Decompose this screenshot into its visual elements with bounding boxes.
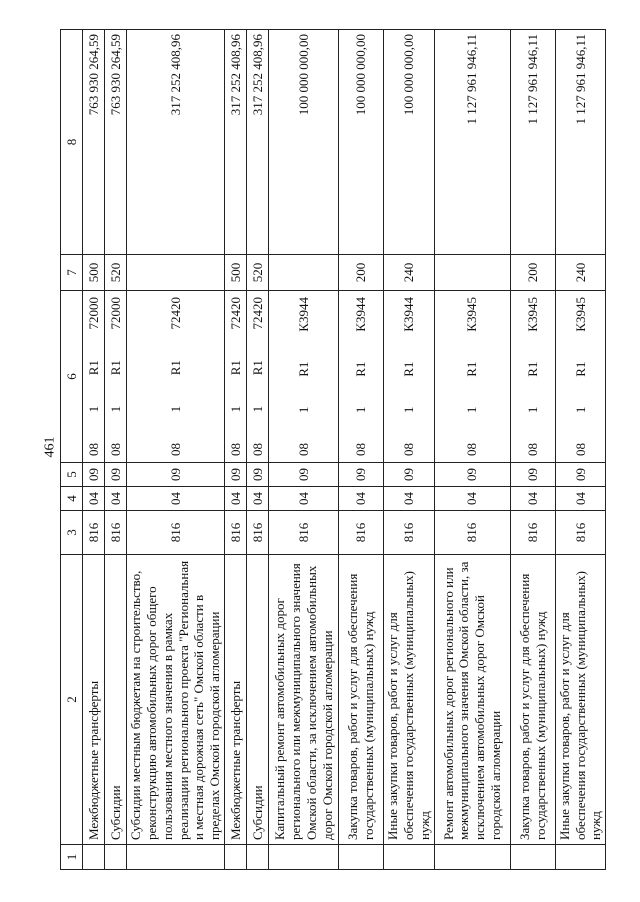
- target-article-part: R1: [572, 361, 588, 377]
- row-index-cell: [555, 845, 606, 870]
- target-article-part: 08: [572, 443, 588, 456]
- table-row: [247, 30, 269, 870]
- target-article-part: 1: [85, 405, 101, 413]
- code-expense-type: 200: [510, 255, 555, 291]
- row-description: Субсидии: [247, 555, 269, 845]
- row-index-cell: [127, 845, 225, 870]
- code-subsection: 09: [269, 463, 339, 487]
- target-article-parts: [353, 295, 369, 458]
- target-article-part: К3945: [464, 297, 480, 332]
- code-subsection: 09: [105, 463, 127, 487]
- code-expense-type: [434, 255, 510, 291]
- row-amount: 100 000 000,00: [269, 30, 339, 255]
- budget-table: [60, 29, 606, 870]
- target-article-parts: [250, 295, 266, 458]
- row-amount: 317 252 408,96: [225, 30, 247, 255]
- target-article-part: 1: [107, 405, 123, 413]
- target-article-part: 1: [464, 406, 480, 414]
- row-description: Иные закупки товаров, работ и услуг для обеспечения государственных (муниципальных) нужд: [555, 555, 606, 845]
- target-article-part: 72000: [85, 297, 101, 330]
- header-col-2: 2: [61, 555, 83, 845]
- code-target-article: [339, 291, 384, 463]
- code-ved: 816: [555, 511, 606, 555]
- target-article-part: R1: [295, 361, 311, 377]
- code-ved: 816: [434, 511, 510, 555]
- row-description: Субсидии местным бюджетам на строительство, реконструкцию автомобильных дорог общего пользования местного значения в рамках реализации регионального проекта "Региональная и местная дорожная сеть" Омской области в пределах Омской городской агломерации: [127, 555, 225, 845]
- code-target-article: [269, 291, 339, 463]
- target-article-part: R1: [524, 361, 540, 377]
- code-section: 04: [105, 487, 127, 511]
- code-ved: 816: [384, 511, 435, 555]
- code-subsection: 09: [225, 463, 247, 487]
- target-article-part: R1: [227, 360, 243, 376]
- code-expense-type: 240: [384, 255, 435, 291]
- target-article-part: К3944: [353, 297, 369, 332]
- header-row: [61, 30, 83, 870]
- code-subsection: 09: [434, 463, 510, 487]
- row-description: Закупка товаров, работ и услуг для обеспечения государственных (муниципальных) нужд: [339, 555, 384, 845]
- code-subsection: 09: [384, 463, 435, 487]
- target-article-parts: [464, 295, 480, 458]
- target-article-part: 1: [227, 405, 243, 413]
- target-article-parts: [525, 295, 541, 458]
- row-amount: 317 252 408,96: [127, 30, 225, 255]
- code-target-article: [555, 291, 606, 463]
- target-article-part: 08: [401, 443, 417, 456]
- table-row: [269, 30, 339, 870]
- code-target-article: [225, 291, 247, 463]
- row-amount: 1 127 961 946,11: [510, 30, 555, 255]
- row-description: Закупка товаров, работ и услуг для обеспечения государственных (муниципальных) нужд: [510, 555, 555, 845]
- target-article-part: R1: [107, 360, 123, 376]
- target-article-part: К3944: [295, 297, 311, 332]
- table-row: [339, 30, 384, 870]
- target-article-part: 72420: [167, 297, 183, 330]
- header-col-3: 3: [61, 511, 83, 555]
- code-section: 04: [434, 487, 510, 511]
- code-expense-type: 500: [225, 255, 247, 291]
- table-row: [225, 30, 247, 870]
- row-index-cell: [434, 845, 510, 870]
- target-article-part: 08: [227, 443, 243, 456]
- row-amount: 763 930 264,59: [105, 30, 127, 255]
- row-index-cell: [83, 845, 105, 870]
- code-section: 04: [555, 487, 606, 511]
- target-article-part: 08: [167, 443, 183, 456]
- target-article-part: R1: [249, 360, 265, 376]
- target-article-part: 1: [167, 405, 183, 413]
- rotated-page: [60, 30, 604, 870]
- code-subsection: 09: [247, 463, 269, 487]
- target-article-part: 08: [107, 443, 123, 456]
- row-amount: 100 000 000,00: [339, 30, 384, 255]
- code-section: 04: [269, 487, 339, 511]
- row-amount: 317 252 408,96: [247, 30, 269, 255]
- table-row: [434, 30, 510, 870]
- code-expense-type: 500: [83, 255, 105, 291]
- code-section: 04: [247, 487, 269, 511]
- code-ved: 816: [105, 511, 127, 555]
- row-index-cell: [105, 845, 127, 870]
- code-section: 04: [225, 487, 247, 511]
- table-row: [105, 30, 127, 870]
- row-index-cell: [510, 845, 555, 870]
- header-col-4: 4: [61, 487, 83, 511]
- header-col-8: 8: [61, 30, 83, 255]
- target-article-part: R1: [464, 361, 480, 377]
- code-section: 04: [127, 487, 225, 511]
- row-description: Капитальный ремонт автомобильных дорог регионального или межмуниципального значения Омской области, за исключением автомобильных дорог Омской городской агломерации: [269, 555, 339, 845]
- target-article-part: 72420: [249, 297, 265, 330]
- code-expense-type: [269, 255, 339, 291]
- code-ved: 816: [510, 511, 555, 555]
- row-description: Межбюджетные трансферты: [225, 555, 247, 845]
- code-expense-type: 240: [555, 255, 606, 291]
- target-article-part: 08: [353, 443, 369, 456]
- code-target-article: [247, 291, 269, 463]
- target-article-parts: [573, 295, 589, 458]
- code-expense-type: 200: [339, 255, 384, 291]
- budget-table-area: [60, 30, 604, 870]
- code-target-article: [384, 291, 435, 463]
- page-number: 461: [42, 436, 58, 458]
- code-ved: 816: [339, 511, 384, 555]
- target-article-part: К3945: [572, 297, 588, 332]
- row-description: Иные закупки товаров, работ и услуг для обеспечения государственных (муниципальных) нужд: [384, 555, 435, 845]
- target-article-part: R1: [353, 361, 369, 377]
- row-amount: 763 930 264,59: [83, 30, 105, 255]
- target-article-part: 1: [353, 406, 369, 414]
- header-col-1: 1: [61, 845, 83, 870]
- target-article-part: 08: [295, 443, 311, 456]
- code-target-article: [127, 291, 225, 463]
- target-article-part: 1: [249, 405, 265, 413]
- table-row: [555, 30, 606, 870]
- row-amount: 1 127 961 946,11: [555, 30, 606, 255]
- target-article-parts: [86, 295, 102, 458]
- target-article-part: К3944: [401, 297, 417, 332]
- code-expense-type: [127, 255, 225, 291]
- code-section: 04: [510, 487, 555, 511]
- header-col-7: 7: [61, 255, 83, 291]
- code-section: 04: [339, 487, 384, 511]
- table-row: [384, 30, 435, 870]
- target-article-part: 1: [295, 406, 311, 414]
- code-ved: 816: [127, 511, 225, 555]
- code-expense-type: 520: [247, 255, 269, 291]
- target-article-parts: [168, 295, 184, 458]
- row-description: Ремонт автомобильных дорог регионального или межмуниципального значения Омской области, за исключением автомобильных дорог Омской городской агломерации: [434, 555, 510, 845]
- target-article-part: 72000: [107, 297, 123, 330]
- target-article-part: 08: [524, 443, 540, 456]
- code-ved: 816: [83, 511, 105, 555]
- target-article-part: 1: [401, 406, 417, 414]
- header-col-6: 6: [61, 291, 83, 463]
- row-index-cell: [384, 845, 435, 870]
- target-article-part: 08: [464, 443, 480, 456]
- table-row: [127, 30, 225, 870]
- row-amount: 100 000 000,00: [384, 30, 435, 255]
- code-target-article: [510, 291, 555, 463]
- table-row: [510, 30, 555, 870]
- target-article-part: R1: [85, 360, 101, 376]
- target-article-parts: [296, 295, 312, 458]
- code-section: 04: [83, 487, 105, 511]
- row-amount: 1 127 961 946,11: [434, 30, 510, 255]
- code-section: 04: [384, 487, 435, 511]
- target-article-part: 08: [85, 443, 101, 456]
- target-article-part: R1: [167, 360, 183, 376]
- target-article-part: R1: [401, 361, 417, 377]
- target-article-part: 08: [249, 443, 265, 456]
- code-ved: 816: [225, 511, 247, 555]
- code-subsection: 09: [339, 463, 384, 487]
- row-index-cell: [225, 845, 247, 870]
- code-ved: 816: [247, 511, 269, 555]
- target-article-part: К3945: [524, 297, 540, 332]
- row-index-cell: [339, 845, 384, 870]
- target-article-parts: [401, 295, 417, 458]
- target-article-parts: [228, 295, 244, 458]
- row-index-cell: [269, 845, 339, 870]
- target-article-parts: [108, 295, 124, 458]
- code-ved: 816: [269, 511, 339, 555]
- code-target-article: [83, 291, 105, 463]
- row-description: Субсидии: [105, 555, 127, 845]
- code-expense-type: 520: [105, 255, 127, 291]
- code-target-article: [434, 291, 510, 463]
- row-index-cell: [247, 845, 269, 870]
- code-subsection: 09: [555, 463, 606, 487]
- header-col-5: 5: [61, 463, 83, 487]
- target-article-part: 72420: [227, 297, 243, 330]
- code-subsection: 09: [127, 463, 225, 487]
- table-row: [83, 30, 105, 870]
- code-subsection: 09: [83, 463, 105, 487]
- row-description: Межбюджетные трансферты: [83, 555, 105, 845]
- code-subsection: 09: [510, 463, 555, 487]
- target-article-part: 1: [572, 406, 588, 414]
- target-article-part: 1: [524, 406, 540, 414]
- code-target-article: [105, 291, 127, 463]
